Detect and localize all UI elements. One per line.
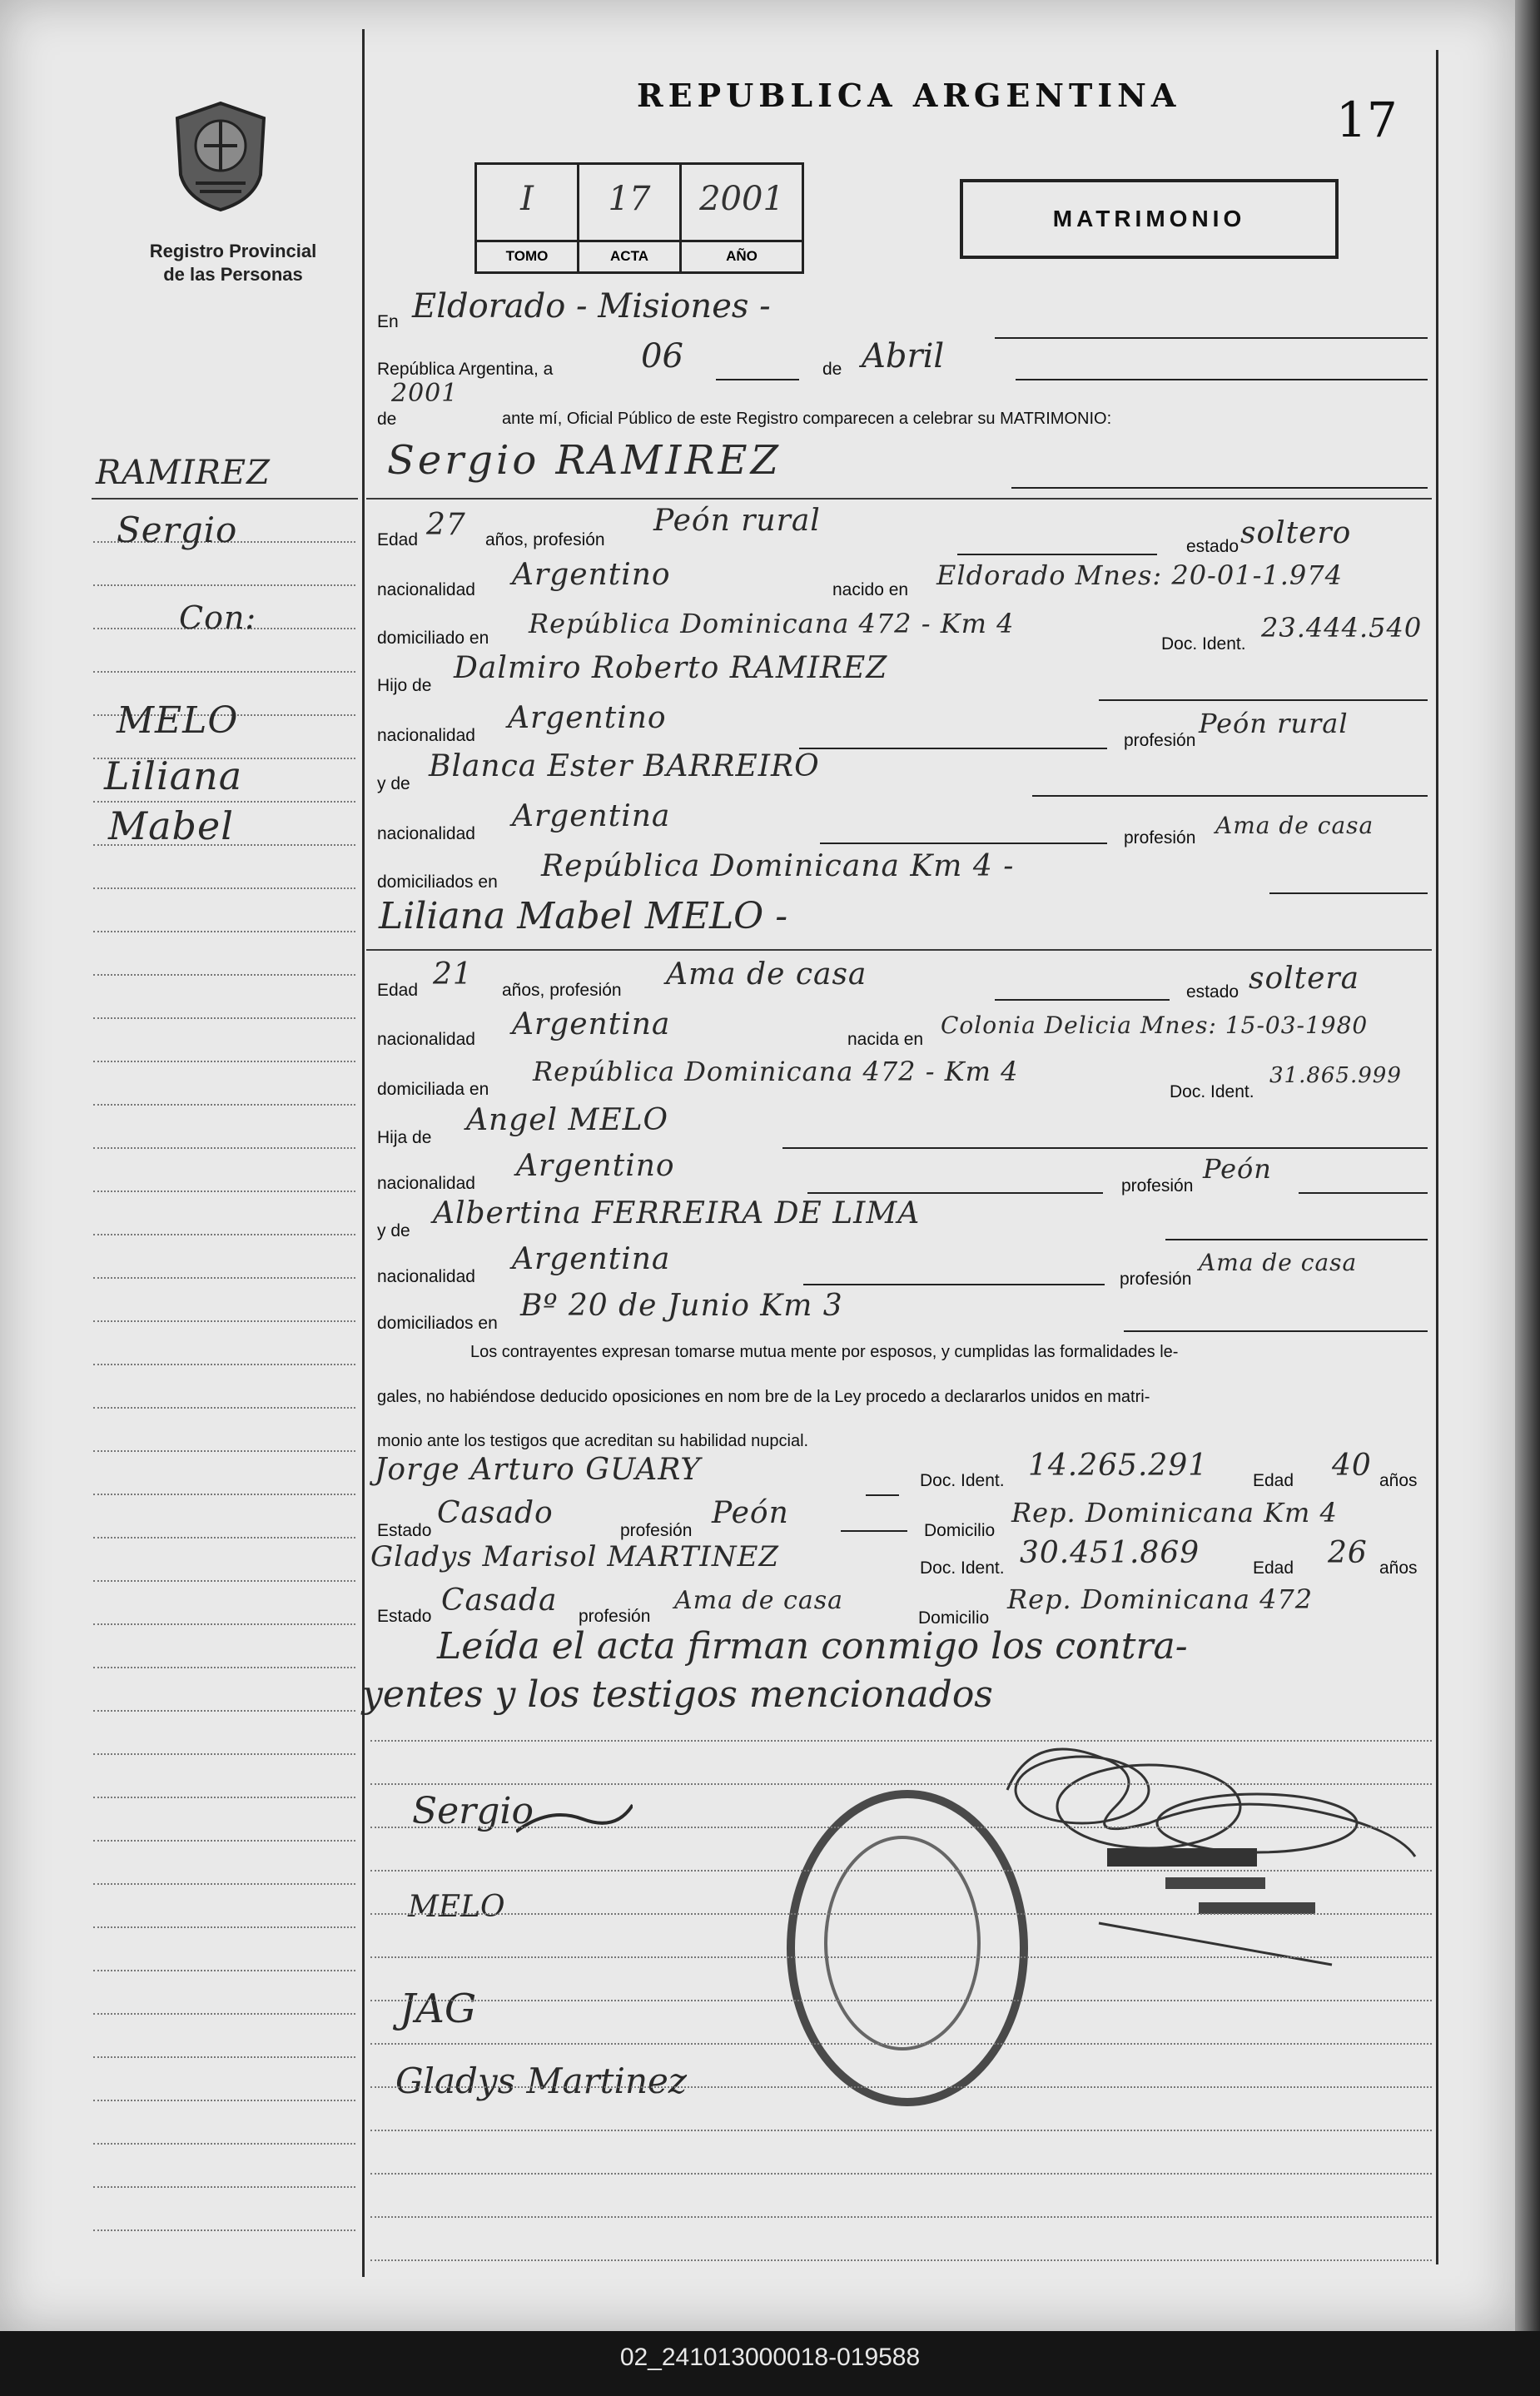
groom-profession-line — [957, 554, 1157, 555]
bride-mother-nat-label: nacionalidad — [377, 1267, 475, 1286]
margin-ruled-line — [93, 1580, 355, 1582]
groom-mother-nat: Argentina — [512, 799, 671, 833]
margin-bride-name2: Mabel — [108, 803, 234, 848]
witness1-estado: Casado — [437, 1496, 554, 1530]
closing-line1: Leída el acta firman conmigo los contra- — [437, 1625, 1188, 1668]
month-value: Abril — [862, 337, 945, 375]
bride-mother-prof-label: profesión — [1120, 1270, 1192, 1289]
groom-father-prof: Peón rural — [1199, 708, 1349, 739]
margin-ruled-line — [93, 584, 355, 586]
witness2-profession: Ama de casa — [674, 1586, 843, 1615]
tomo-value: I — [520, 180, 534, 218]
statement-line2: gales, no habiéndose deducido oposiciones en nom bre de la Ley procedo a declararlos unidos en matri- — [377, 1388, 1150, 1406]
bride-estado: soltera — [1249, 962, 1360, 996]
groom-parents-dom: República Dominicana Km 4 - — [541, 849, 1015, 883]
groom-doc-label: Doc. Ident. — [1161, 634, 1246, 654]
witness1-prof-label: profesión — [620, 1521, 693, 1540]
groom-mother-prof: Ama de casa — [1215, 812, 1374, 839]
witness1-name-line — [866, 1494, 899, 1496]
margin-ruled-line — [93, 1883, 355, 1885]
witness1-anos-label: años — [1379, 1471, 1418, 1490]
bride-nacida-label: nacida en — [847, 1030, 924, 1049]
margin-underline — [92, 498, 358, 500]
margin-ruled-line — [93, 1710, 355, 1712]
witness1-edad-label: Edad — [1253, 1471, 1294, 1490]
provincial-seal-icon — [171, 100, 271, 212]
bride-hija-label: Hija de — [377, 1128, 432, 1147]
body-ruled-line — [370, 1827, 1432, 1828]
margin-ruled-line — [93, 887, 355, 889]
groom-name-line — [1011, 487, 1428, 489]
place-line — [995, 337, 1428, 339]
witness2-name: Gladys Marisol MARTINEZ — [370, 1540, 780, 1573]
margin-ruled-line — [93, 2186, 355, 2188]
ante-text: ante mí, Oficial Público de este Registro comparecen a celebrar su MATRIMONIO: — [502, 410, 1112, 428]
bride-doc: 31.865.999 — [1269, 1063, 1402, 1088]
witness2-prof-label: profesión — [579, 1607, 651, 1626]
acta-cell — [579, 165, 682, 271]
de2-label: de — [377, 410, 397, 429]
bride-dom-label: domiciliada en — [377, 1080, 489, 1099]
witness2-doc-label: Doc. Ident. — [920, 1558, 1005, 1578]
witness1-domicilio: Rep. Dominicana Km 4 — [1011, 1497, 1338, 1529]
margin-bride-name1: Liliana — [104, 753, 243, 798]
groom-mother-nat-label: nacionalidad — [377, 824, 475, 843]
margin-ruled-line — [93, 1277, 355, 1279]
signature-1: Sergio — [412, 1790, 534, 1832]
bride-nac-label: nacionalidad — [377, 1030, 475, 1049]
republica-label: República Argentina, a — [377, 360, 554, 379]
groom-father-nat-label: nacionalidad — [377, 726, 475, 745]
witness2-age: 26 — [1328, 1536, 1368, 1570]
witness1-name: Jorge Arturo GUARY — [375, 1453, 702, 1487]
groom-parents-dom-line — [1269, 892, 1428, 894]
witness2-doc: 30.451.869 — [1020, 1536, 1200, 1570]
page-number: 17 — [1336, 92, 1398, 148]
witness2-edad-label: Edad — [1253, 1558, 1294, 1578]
margin-ruled-line — [93, 1320, 355, 1322]
groom-age: 27 — [426, 508, 466, 542]
country-title: REPUBLICA ARGENTINA — [637, 77, 1181, 114]
margin-ruled-line — [93, 1537, 355, 1539]
witness1-estado-label: Estado — [377, 1521, 432, 1540]
body-ruled-line — [370, 2216, 1432, 2218]
bride-father-line — [782, 1147, 1428, 1149]
margin-ruled-line — [93, 1667, 355, 1668]
year-value: 2001 — [391, 379, 459, 408]
bride-father-nat-label: nacionalidad — [377, 1174, 475, 1193]
groom-parents-dom-label: domiciliados en — [377, 872, 498, 892]
groom-estado-label: estado — [1186, 537, 1239, 556]
record-type-box: MATRIMONIO — [960, 179, 1339, 259]
margin-ruled-line — [93, 1840, 355, 1842]
margin-ruled-line — [93, 2143, 355, 2145]
groom-hijo-label: Hijo de — [377, 676, 432, 695]
body-ruled-line — [370, 2086, 1432, 2088]
statement-line1: Los contrayentes expresan tomarse mutua mente por esposos, y cumplidas las formalidades le- — [470, 1343, 1179, 1361]
bride-parents-dom-label: domiciliados en — [377, 1314, 498, 1333]
body-ruled-line — [370, 2130, 1432, 2131]
groom-edad-label: Edad — [377, 530, 419, 549]
margin-ruled-line — [93, 1926, 355, 1928]
margin-groom-surname: RAMIREZ — [96, 454, 271, 492]
bride-mother-line — [1165, 1239, 1428, 1240]
footer-id: 02_241013000018-019588 — [619, 2344, 921, 2371]
tomo-acta-ano-box — [474, 162, 804, 274]
witness2-anos-label: años — [1379, 1558, 1418, 1578]
bride-birth: Colonia Delicia Mnes: 15-03-1980 — [941, 1012, 1369, 1039]
signature-4: Gladys Martinez — [395, 2060, 688, 2101]
statement-line3: monio ante los testigos que acreditan su habilidad nupcial. — [377, 1432, 809, 1450]
tomo-label: TOMO — [477, 240, 577, 275]
bride-doc-label: Doc. Ident. — [1170, 1082, 1254, 1101]
margin-ruled-line — [93, 1494, 355, 1495]
body-ruled-line — [370, 2043, 1432, 2045]
witness1-age: 40 — [1332, 1449, 1372, 1483]
signature-1-flourish — [516, 1798, 633, 1840]
ano-cell — [682, 165, 802, 271]
month-line — [1016, 379, 1428, 380]
place-value: Eldorado - Misiones - — [412, 287, 771, 326]
groom-nacido-label: nacido en — [832, 580, 909, 599]
de-label: de — [822, 360, 842, 379]
groom-nationality: Argentino — [512, 558, 671, 592]
bride-mother-nat-line — [803, 1284, 1105, 1285]
margin-with: Con: — [179, 599, 257, 636]
bride-parents-dom: Bº 20 de Junio Km 3 — [520, 1289, 843, 1323]
bride-profession: Ama de casa — [666, 957, 867, 992]
bride-mother: Albertina FERREIRA DE LIMA — [433, 1196, 921, 1230]
body-ruled-line — [370, 1956, 1432, 1958]
margin-ruled-line — [93, 2056, 355, 2058]
groom-dom-label: domiciliado en — [377, 629, 489, 648]
margin-ruled-line — [93, 2229, 355, 2231]
bride-mother-nat: Argentina — [512, 1242, 671, 1276]
registry-line1: Registro Provincial — [149, 241, 317, 261]
bride-separator — [366, 949, 1432, 951]
groom-father-prof-label: profesión — [1124, 731, 1196, 750]
margin-ruled-line — [93, 1450, 355, 1452]
witness1-doc: 14.265.291 — [1028, 1449, 1209, 1483]
bride-father: Angel MELO — [466, 1103, 669, 1137]
groom-estado: soltero — [1240, 516, 1352, 550]
bride-anos-label: años, profesión — [502, 981, 622, 1000]
signature-3: JAG — [400, 1986, 477, 2032]
bride-estado-label: estado — [1186, 982, 1239, 1002]
bride-father-prof: Peón — [1203, 1153, 1272, 1185]
margin-bride-surname: MELO — [117, 699, 239, 742]
body-ruled-line — [370, 2259, 1432, 2261]
margin-ruled-line — [93, 801, 355, 803]
ano-value: 2001 — [699, 180, 784, 218]
closing-line2: yentes y los testigos mencionados — [362, 1673, 993, 1716]
witness2-estado: Casada — [441, 1583, 558, 1618]
witness1-doc-label: Doc. Ident. — [920, 1471, 1005, 1490]
groom-father-nat: Argentino — [508, 701, 667, 735]
day-line — [716, 379, 799, 380]
margin-divider — [362, 29, 365, 2277]
bride-yde-label: y de — [377, 1221, 410, 1240]
body-ruled-line — [370, 1870, 1432, 1872]
groom-anos-label: años, profesión — [485, 530, 605, 549]
groom-father-nat-line — [799, 748, 1107, 749]
bride-mother-prof: Ama de casa — [1199, 1249, 1358, 1276]
groom-mother-prof-label: profesión — [1124, 828, 1196, 848]
bride-edad-label: Edad — [377, 981, 419, 1000]
groom-mother: Blanca Ester BARREIRO — [429, 749, 820, 783]
tomo-cell — [477, 165, 579, 271]
margin-ruled-line — [93, 1364, 355, 1365]
right-border — [1436, 50, 1438, 2264]
margin-groom-name: Sergio — [117, 510, 238, 550]
signature-2: MELO — [408, 1890, 505, 1924]
groom-mother-line — [1032, 795, 1428, 797]
body-ruled-line — [370, 2173, 1432, 2175]
bride-father-nat-line — [807, 1192, 1103, 1194]
margin-ruled-line — [93, 1623, 355, 1625]
witness1-dom-label: Domicilio — [924, 1521, 996, 1540]
margin-ruled-line — [93, 2100, 355, 2101]
margin-ruled-line — [93, 1104, 355, 1106]
bride-father-prof-label: profesión — [1121, 1176, 1194, 1196]
margin-ruled-line — [93, 1234, 355, 1235]
bride-profession-line — [995, 999, 1170, 1001]
bride-nationality: Argentina — [512, 1007, 671, 1041]
groom-birth: Eldorado Mnes: 20-01-1.974 — [936, 559, 1343, 591]
margin-ruled-line — [93, 974, 355, 976]
groom-father-line — [1099, 699, 1428, 701]
groom-mother-nat-line — [820, 843, 1107, 844]
margin-ruled-line — [93, 1407, 355, 1409]
witness2-domicilio: Rep. Dominicana 472 — [1007, 1583, 1314, 1615]
groom-full-name: Sergio RAMIREZ — [387, 437, 782, 484]
margin-ruled-line — [93, 1147, 355, 1149]
witness2-dom-label: Domicilio — [918, 1608, 990, 1628]
groom-address: República Dominicana 472 - Km 4 — [529, 608, 1015, 639]
groom-nac-label: nacionalidad — [377, 580, 475, 599]
groom-separator — [366, 498, 1432, 500]
official-stamp-inner-icon — [824, 1836, 981, 2051]
bride-parents-dom-line — [1124, 1330, 1428, 1332]
margin-ruled-line — [93, 1061, 355, 1062]
witness2-estado-label: Estado — [377, 1607, 432, 1626]
margin-ruled-line — [93, 1797, 355, 1798]
registry-line2: de las Personas — [163, 264, 303, 285]
bride-age: 21 — [433, 957, 473, 992]
margin-ruled-line — [93, 1017, 355, 1019]
ano-label: AÑO — [682, 240, 802, 275]
body-ruled-line — [370, 1913, 1432, 1915]
body-ruled-line — [370, 2000, 1432, 2001]
margin-ruled-line — [93, 2013, 355, 2015]
bride-address: República Dominicana 472 - Km 4 — [533, 1056, 1019, 1087]
margin-ruled-line — [93, 931, 355, 932]
groom-father: Dalmiro Roberto RAMIREZ — [454, 651, 888, 685]
body-ruled-line — [370, 1783, 1432, 1785]
margin-ruled-line — [93, 1191, 355, 1192]
bride-full-name: Liliana Mabel MELO - — [379, 895, 788, 937]
witness1-profession: Peón — [712, 1496, 789, 1530]
acta-value: 17 — [608, 180, 651, 218]
body-ruled-line — [370, 1740, 1432, 1742]
groom-profession: Peón rural — [653, 504, 821, 538]
margin-ruled-line — [93, 1753, 355, 1755]
acta-label: ACTA — [579, 240, 679, 275]
registry-name — [117, 240, 350, 286]
witness1-prof-line — [841, 1530, 907, 1532]
bride-father-prof-line — [1299, 1192, 1428, 1194]
groom-yde-label: y de — [377, 774, 410, 793]
bride-father-nat: Argentino — [516, 1149, 675, 1183]
day-value: 06 — [641, 337, 683, 375]
en-label: En — [377, 312, 399, 331]
margin-ruled-line — [93, 671, 355, 673]
margin-ruled-line — [93, 1970, 355, 1971]
groom-doc: 23.444.540 — [1261, 612, 1423, 644]
